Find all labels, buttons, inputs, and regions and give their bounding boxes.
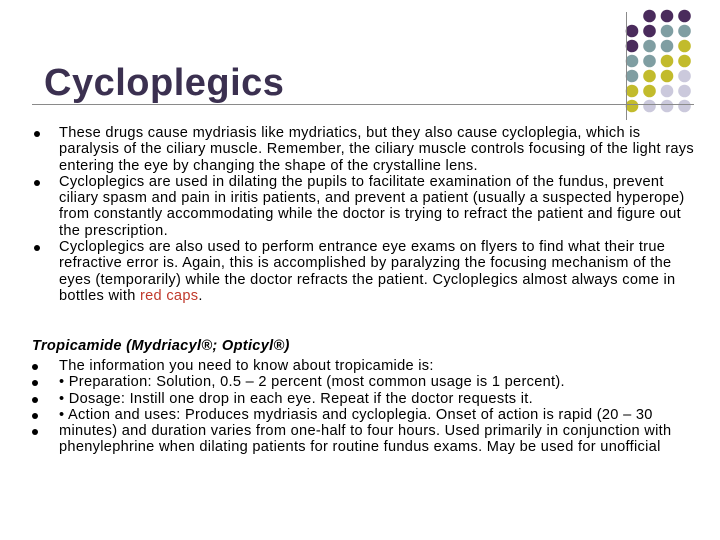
detail-item [32,423,700,456]
decorative-dot [661,100,674,113]
red-caps-highlight: red caps [139,287,199,304]
bullet-dot-icon [34,131,40,137]
bullet-item [34,174,700,239]
slide-title: Cycloplegics [44,62,285,104]
decorative-dot [678,100,691,113]
bullet-dot-icon [32,380,38,386]
decorative-dot [678,85,691,98]
bullet-dot-icon [34,245,40,251]
detail-text: • Dosage: Instill one drop in each eye. Repeat if the doctor requests it. [59,390,533,407]
decorative-dot [626,55,639,68]
detail-item [32,358,700,374]
bullet-item [34,125,700,174]
bullet-dot-icon [32,429,38,435]
tropicamide-bullet-list [32,358,700,456]
decorative-dot [643,70,656,83]
detail-item [32,391,700,407]
decorative-dot [643,40,656,53]
bullet-text: Cycloplegics are also used to perform entrance eye exams on flyers to find what their true refractive error is. Again, this is accomplished by paralyzing the focusing mechanism of the eyes (temporarily) while the doctor refracts the patient. Cycloplegics almost always come in bottles with [59,239,676,304]
detail-item [32,374,700,390]
decorative-dot [678,10,691,23]
decorative-dot [661,70,674,83]
decorative-dot [678,70,691,83]
decorative-dot [643,100,656,113]
decorative-dot [626,100,639,113]
bullet-dot-icon [32,397,38,403]
decorative-dot [678,40,691,53]
bullet-dot-icon [32,364,38,370]
cycloplegics-bullet-list [34,125,700,304]
decorative-dot [661,55,674,68]
decorative-dot [661,10,674,23]
decorative-dot [643,10,656,23]
detail-text: • Action and uses: Produces mydriasis and cycloplegia. Onset of action is rapid (20 – 30 [59,406,653,423]
bullet-dot-icon [34,180,40,186]
bullet-text: Cycloplegics are used in dilating the pupils to facilitate examination of the fundus, prevent ciliary spasm and pain in iritis patients, and prevent a patient (usually a suspected hyperope) from constantly accommodating while the doctor is trying to refract the patient and figure out the prescription. [59,173,685,239]
bullet-dot-icon [32,413,38,419]
decorative-dot [643,25,656,38]
decorative-dot [626,25,639,38]
decorative-dot [626,85,639,98]
decorative-dot [626,40,639,53]
decorative-dot [661,85,674,98]
decorative-dot [678,55,691,68]
decorative-dot [661,40,674,53]
bullet-item [34,239,700,304]
decorative-dot [678,25,691,38]
tropicamide-heading: Tropicamide (Mydriacyl®; Opticyl®) [32,338,290,354]
decorative-dot [643,85,656,98]
bullet-text-end: . [198,287,203,304]
detail-text: • Preparation: Solution, 0.5 – 2 percent (most common usage is 1 percent). [59,374,565,391]
detail-item [32,407,700,423]
decorative-dot [661,25,674,38]
detail-text: The information you need to know about tropicamide is: [59,358,434,374]
detail-text: minutes) and duration varies from one-half to four hours. Used primarily in conjunction with phenylephrine when dilating patients for routine fundus exams. May be used for unofficial [59,423,672,456]
decorative-dot [643,55,656,68]
decorative-dot [626,70,639,83]
bullet-text: These drugs cause mydriasis like mydriatics, but they also cause cycloplegia, which is paralysis of the ciliary muscle. Remember, the ciliary muscle controls focusing of the light rays entering the eye by changing the shape of the crystalline lens. [59,125,694,174]
